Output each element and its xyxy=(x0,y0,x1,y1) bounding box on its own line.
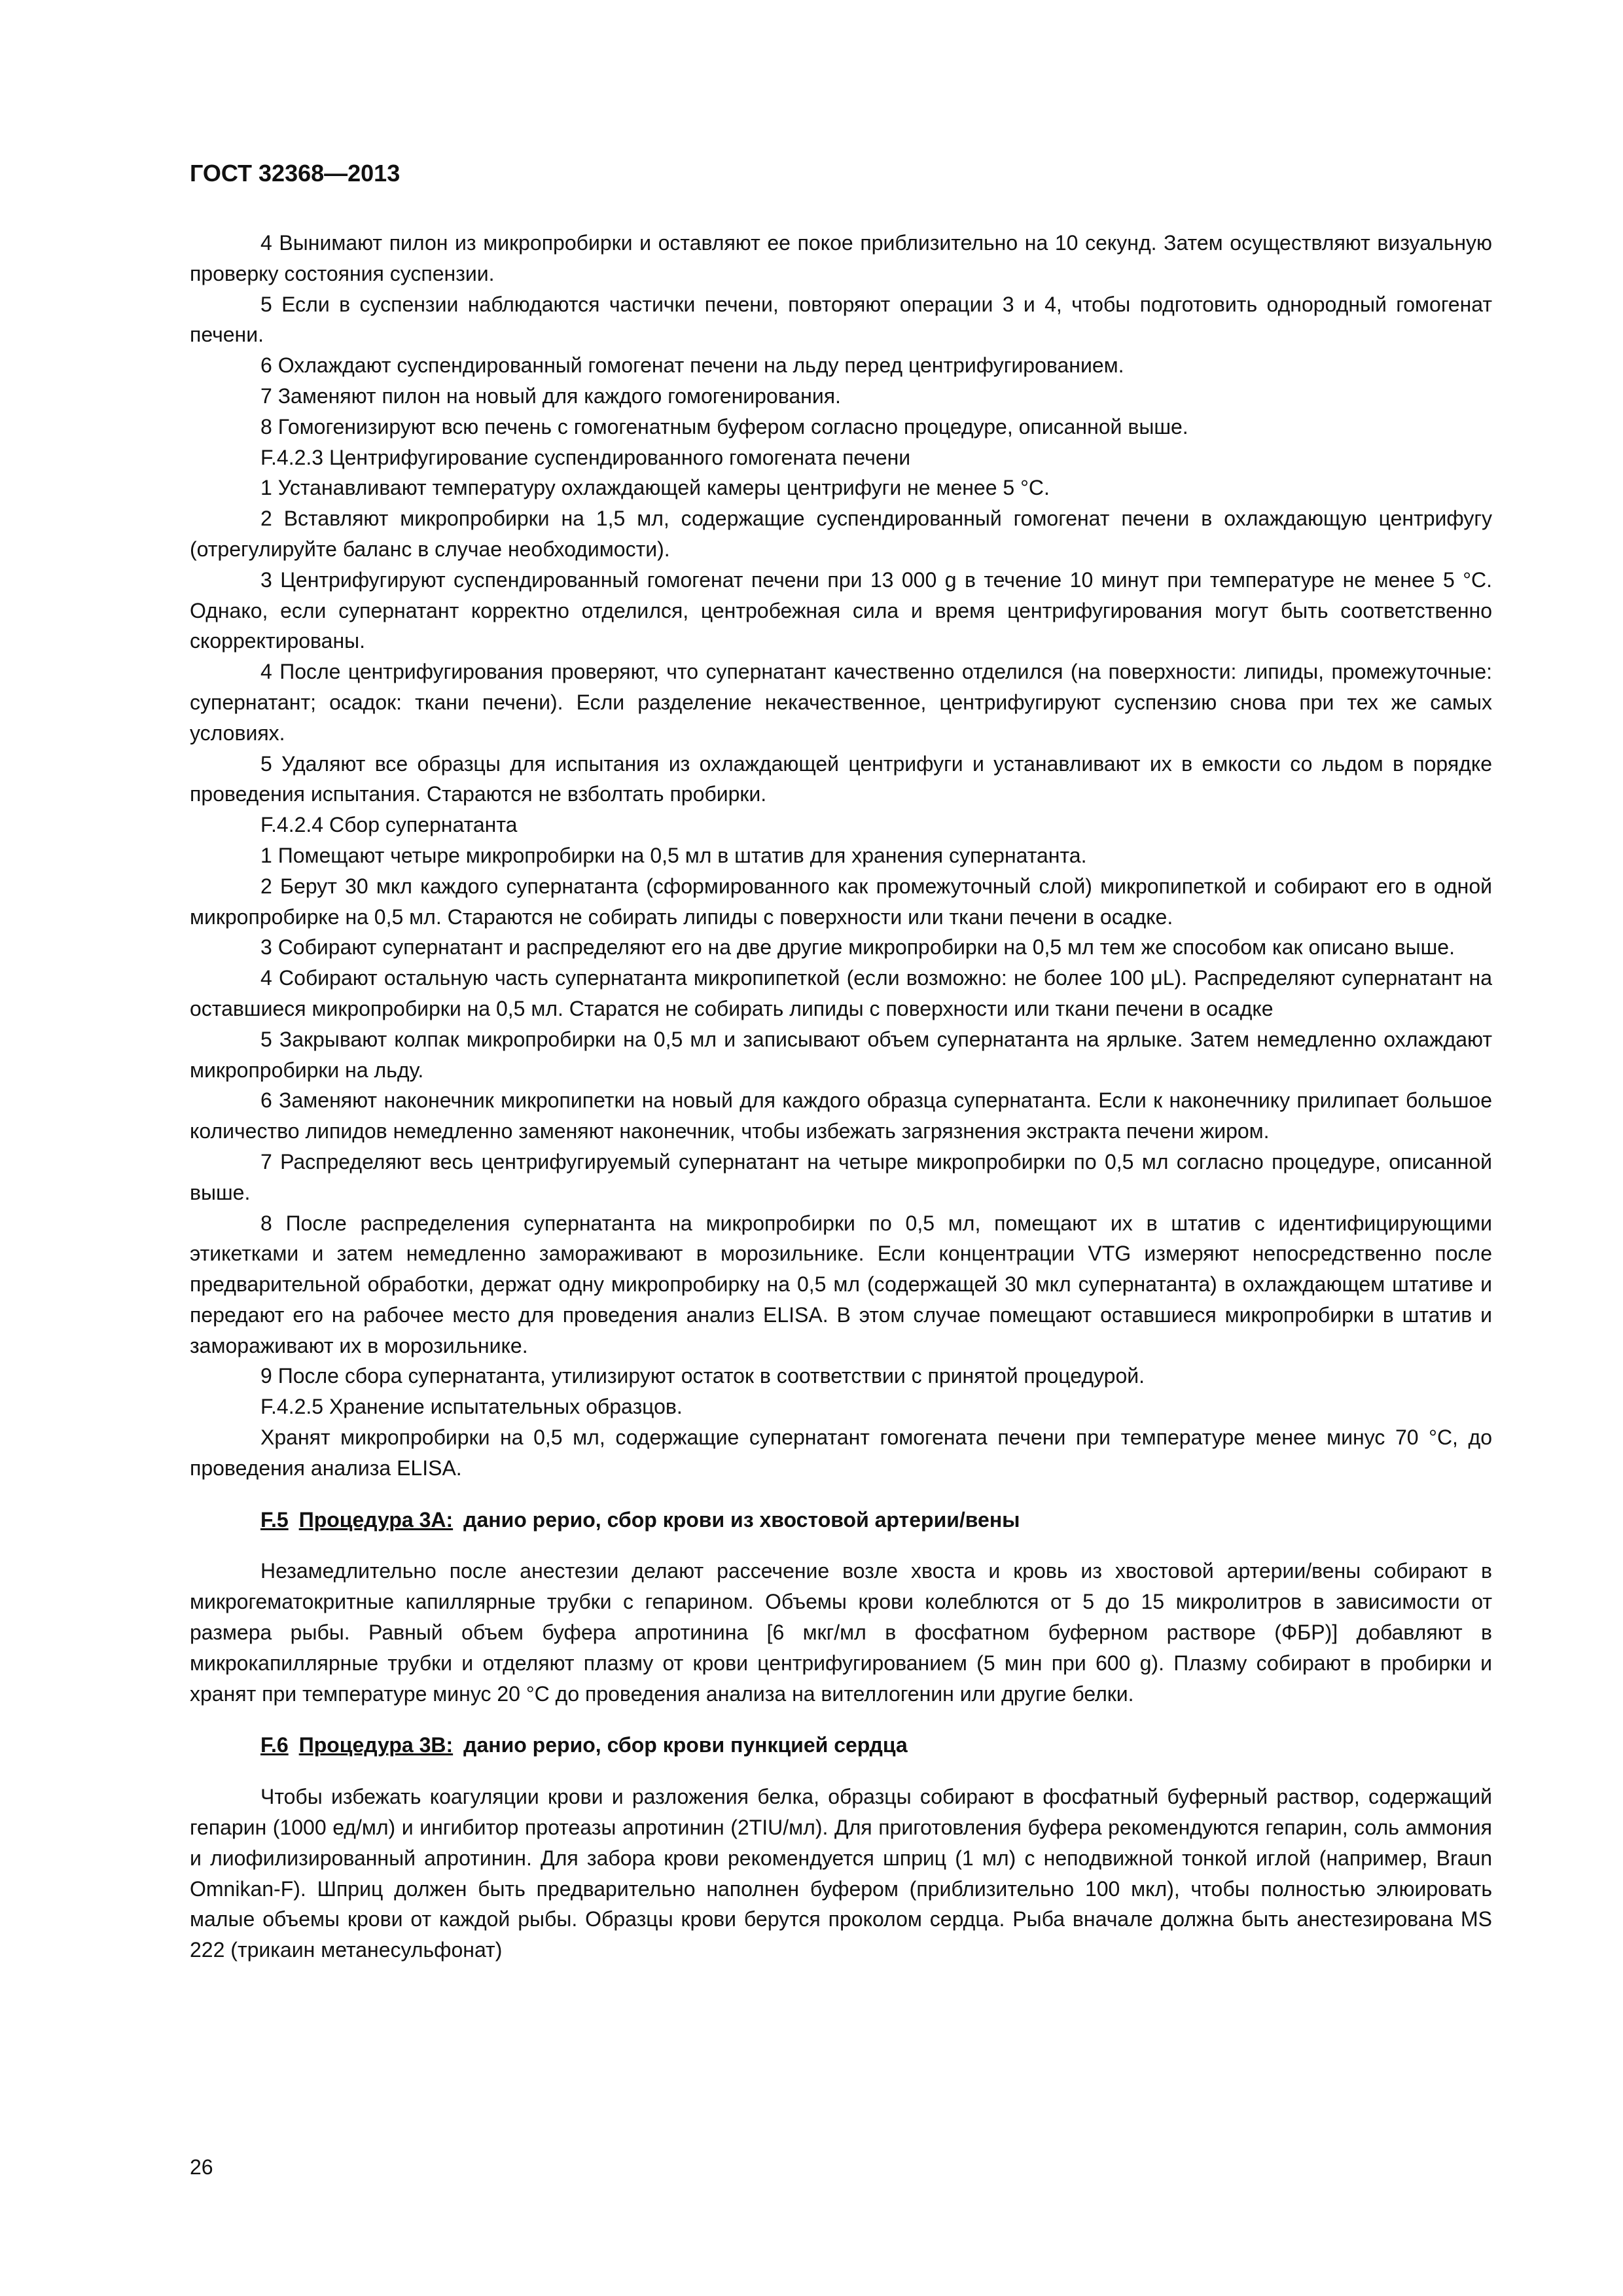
subsection-heading: F.4.2.3 Центрифугирование суспендированного гомогената печени xyxy=(260,445,911,469)
section-title: данио рерио, сбор крови из хвостовой артерии/вены xyxy=(463,1507,1020,1532)
paragraph: 5 Если в суспензии наблюдаются частички печени, повторяют операции 3 и 4, чтобы подготовить однородный гомогенат печени. xyxy=(190,292,1492,347)
paragraph: 4 Вынимают пилон из микропробирки и оставляют ее покое приблизительно на 10 секунд. Затем осуществляют визуальную проверку состояния суспензии. xyxy=(190,231,1492,285)
paragraph: 6 Заменяют наконечник микропипетки на новый для каждого образца супернатанта. Если к наконечнику прилипает большое количество липидов немедленно заменяют наконечник, чтобы избежать загрязнения экстракта печени жиром. xyxy=(190,1088,1492,1143)
subsection-heading: F.4.2.4 Сбор супернатанта xyxy=(260,813,518,837)
section-number: F.6 xyxy=(260,1733,289,1757)
paragraph: 7 Заменяют пилон на новый для каждого гомогенирования. xyxy=(260,384,841,408)
section-title: данио рерио, сбор крови пункцией сердца xyxy=(463,1733,908,1757)
section-label: Процедура 3А: xyxy=(298,1507,454,1532)
paragraph: 9 После сбора супернатанта, утилизируют остаток в соответствии с принятой процедурой. xyxy=(260,1364,1145,1388)
section-heading-f5 xyxy=(190,1505,1492,1535)
paragraph: 5 Удаляют все образцы для испытания из охлаждающей центрифуги и устанавливают их в емкости со льдом в порядке проведения испытания. Стараются не взболтать пробирки. xyxy=(190,751,1492,806)
paragraph: 6 Охлаждают суспендированный гомогенат печени на льду перед центрифугированием. xyxy=(260,353,1124,378)
subsection-heading: F.4.2.5 Хранение испытательных образцов. xyxy=(260,1395,683,1419)
section-text-f6: Чтобы избежать коагуляции крови и разложения белка, образцы собирают в фосфатный буферный раствор, содержащий гепарин (1000 ед/мл) и ингибитор протеазы апротинин (2TIU/мл). Для приготовления буфера рекомендуются гепарин, соль аммония и лиофилизированный апротинин. Для забора крови рекомендуется шприц (1 мл) с неподвижной тонкой иглой (например, Braun Omnikan-F). Шприц должен быть предварительно наполнен буфером (приблизительно 100 мкл), чтобы полностью элюировать малые объемы крови от каждой рыбы. Образцы крови берутся проколом сердца. Рыба вначале должна быть анестезирована MS 222 (трикаин метанесульфонат) xyxy=(190,1785,1492,1962)
section-heading-f6 xyxy=(190,1730,1492,1761)
paragraph: 3 Собирают супернатант и распределяют его на две другие микропробирки на 0,5 мл тем же способом как описано выше. xyxy=(260,935,1455,960)
paragraph: 2 Берут 30 мкл каждого супернатанта (сформированного как промежуточный слой) микропипеткой и собирают его в одной микропробирке на 0,5 мл. Стараются не собирать липиды с поверхности или ткани печени в осадке. xyxy=(190,874,1492,929)
section-text-f5: Незамедлительно после анестезии делают рассечение возле хвоста и кровь из хвостовой артерии/вены собирают в микрогематокритные капиллярные трубки с гепарином. Объемы крови колеблются от 5 до 15 микролитров в зависимости от размера рыбы. Равный объем буфера апротинина [6 мкг/мл в фосфатном буферном растворе (ФБР)] добавляют в микрокапиллярные трубки и отделяют плазму от крови центрифугированием (5 мин при 600 g). Плазму собирают в пробирки и хранят при температуре минус 20 °С до проведения анализа на вителлогенин или другие белки. xyxy=(190,1559,1492,1706)
paragraph: 8 После распределения супернатанта на микропробирки по 0,5 мл, помещают их в штатив с идентифицирующими этикетками и затем немедленно замораживают в морозильнике. Если концентрации VTG измеряют непосредственно после предварительной обработки, держат одну микропробирку на 0,5 мл (содержащей 30 мкл супернатанта) в охлаждающем штативе и передают его на рабочее место для проведения анализ ELISA. В этом случае помещают оставшиеся микропробирки в штатив и замораживают их в морозильнике. xyxy=(190,1211,1492,1357)
paragraph: 4 Собирают остальную часть супернатанта микропипеткой (если возможно: не более 100 μL). Распределяют супернатант на оставшиеся микропробирки на 0,5 мл. Старатся не собирать липиды с поверхности или ткани печени в осадке xyxy=(190,966,1492,1020)
paragraph: 3 Центрифугируют суспендированный гомогенат печени при 13 000 g в течение 10 минут при температуре не менее 5 °С. Однако, если супернатант корректно отделился, центробежная сила и время центрифугирования могут быть соответственно скорректированы. xyxy=(190,567,1492,653)
paragraph: 1 Помещают четыре микропробирки на 0,5 мл в штатив для хранения супернатанта. xyxy=(260,843,1087,867)
page-number: 26 xyxy=(190,2155,213,2179)
section-label: Процедура 3В: xyxy=(298,1733,454,1757)
paragraph: 5 Закрывают колпак микропробирки на 0,5 мл и записывают объем супернатанта на ярлыке. Затем немедленно охлаждают микропробирки на льду. xyxy=(190,1027,1492,1082)
paragraph: 8 Гомогенизируют всю печень с гомогенатным буфером согласно процедуре, описанной выше. xyxy=(260,414,1188,439)
document-body xyxy=(190,228,1492,1965)
document-header: ГОСТ 32368—2013 xyxy=(190,160,401,187)
paragraph: 4 После центрифугирования проверяют, что супернатант качественно отделился (на поверхности: липиды, промежуточные: супернатант; осадок: ткани печени). Если разделение некачественное, центрифугируют суспензию снова при тех же самых условиях. xyxy=(190,660,1492,745)
paragraph: 1 Устанавливают температуру охлаждающей камеры центрифуги не менее 5 °С. xyxy=(260,476,1050,500)
paragraph: 2 Вставляют микропробирки на 1,5 мл, содержащие суспендированный гомогенат печени в охлаждающую центрифугу (отрегулируйте баланс в случае необходимости). xyxy=(190,507,1492,561)
section-number: F.5 xyxy=(260,1507,289,1532)
paragraph: Хранят микропробирки на 0,5 мл, содержащие супернатант гомогената печени при температуре менее минус 70 °С, до проведения анализа ELISA. xyxy=(190,1426,1492,1480)
paragraph: 7 Распределяют весь центрифугируемый супернатант на четыре микропробирки по 0,5 мл согласно процедуре, описанной выше. xyxy=(190,1149,1492,1204)
